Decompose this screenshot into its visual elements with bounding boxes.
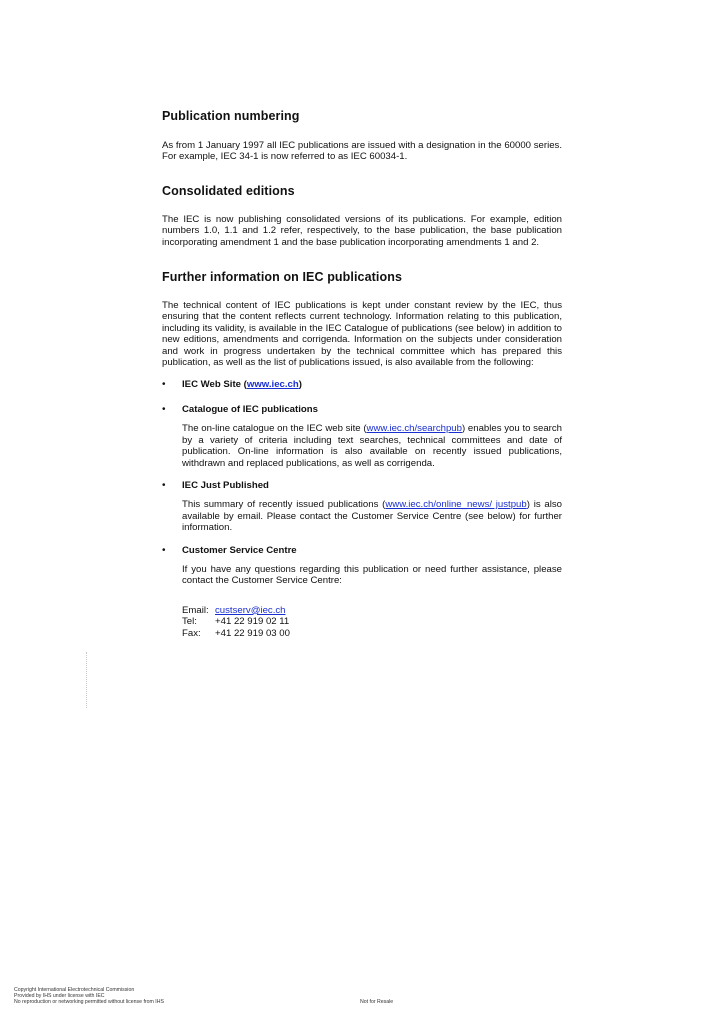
web-site-label: IEC Web Site ( xyxy=(182,379,247,391)
bullet-icon: • xyxy=(162,479,166,491)
just-published-heading: IEC Just Published xyxy=(182,479,269,491)
section-title-publication-numbering: Publication numbering xyxy=(162,109,300,123)
tel-value: +41 22 919 02 11 xyxy=(215,616,290,628)
customer-service-heading: Customer Service Centre xyxy=(182,544,297,556)
contact-tel-row xyxy=(182,616,562,627)
web-site-heading xyxy=(182,379,562,390)
fax-label: Fax: xyxy=(182,627,201,639)
list-item-just-published xyxy=(162,480,562,534)
bullet-icon: • xyxy=(162,403,166,415)
bullet-icon: • xyxy=(162,544,166,556)
bullet-icon: • xyxy=(162,379,166,391)
email-link[interactable]: custserv@iec.ch xyxy=(215,604,286,616)
contact-email-row xyxy=(182,605,562,616)
section-body-further-information: The technical content of IEC publications is kept under constant review by the IEC, thus ensuring that the content reflects current technology. Information relating to this publication, including its validity, is available in the IEC Catalogue of publications (see below) in addition to new editions, amendments and corrigenda. Information on the subjects under consideration and work in progress undertaken by the technical committee which has prepared this publication, as well as the list of publications issued, is also available from the following: xyxy=(162,300,562,369)
catalogue-body xyxy=(182,423,562,469)
justpub-link[interactable]: www.iec.ch/online_news/ justpub xyxy=(385,499,527,511)
list-item-catalogue xyxy=(162,404,562,469)
customer-service-body: If you have any questions regarding this publication or need further assistance, please contact the Customer Service Centre: xyxy=(182,563,562,587)
copyright-footer xyxy=(14,987,164,1005)
section-title-consolidated-editions: Consolidated editions xyxy=(162,183,295,198)
just-published-body-pre: This summary of recently issued publications ( xyxy=(182,499,386,511)
email-label: Email: xyxy=(182,604,209,616)
tel-label: Tel: xyxy=(182,616,197,628)
catalogue-body-pre: The on-line catalogue on the IEC web site ( xyxy=(182,423,367,435)
just-published-body-post: ) is also available by email. Please contact the Customer Service Centre (see below) for further information. xyxy=(182,499,562,534)
footer-provided-line: Provided by IHS under license with IEC xyxy=(14,993,105,999)
list-item-web-site xyxy=(162,379,562,390)
contact-fax-row xyxy=(182,628,562,639)
catalogue-heading: Catalogue of IEC publications xyxy=(182,403,318,415)
footer-copyright-line: Copyright International Electrotechnical Commission xyxy=(14,987,135,993)
scan-artifact-divider xyxy=(86,652,89,708)
footer-reproduction-line: No reproduction or networking permitted without license from IHS xyxy=(14,999,164,1005)
list-item-customer-service xyxy=(162,545,562,639)
section-body-consolidated-editions: The IEC is now publishing consolidated versions of its publications. For example, edition numbers 1.0, 1.1 and 1.2 refer, respectively, to the base publication, the base publication incorporating amendment 1 and the base publication incorporating amendments 1 and 2. xyxy=(162,213,562,248)
web-site-close: ) xyxy=(298,379,302,391)
searchpub-link[interactable]: www.iec.ch/searchpub xyxy=(366,423,462,435)
contact-details xyxy=(182,605,562,639)
information-sources-list xyxy=(162,379,562,639)
just-published-body xyxy=(182,499,562,533)
fax-value: +41 22 919 03 00 xyxy=(215,627,290,639)
iec-website-link[interactable]: www.iec.ch xyxy=(246,379,299,391)
not-for-resale-label: Not for Resale xyxy=(360,999,394,1005)
catalogue-body-post: ) enables you to search by a variety of criteria including text searches, technical committees and date of publication. On-line information is also available on recently issued publications, withdrawn and replaced publications, as well as corrigenda. xyxy=(182,423,562,469)
page-content xyxy=(162,108,562,639)
section-body-publication-numbering: As from 1 January 1997 all IEC publications are issued with a designation in the 60000 series. For example, IEC 34-1 is now referred to as IEC 60034-1. xyxy=(162,140,562,163)
section-title-further-information: Further information on IEC publications xyxy=(162,270,403,285)
